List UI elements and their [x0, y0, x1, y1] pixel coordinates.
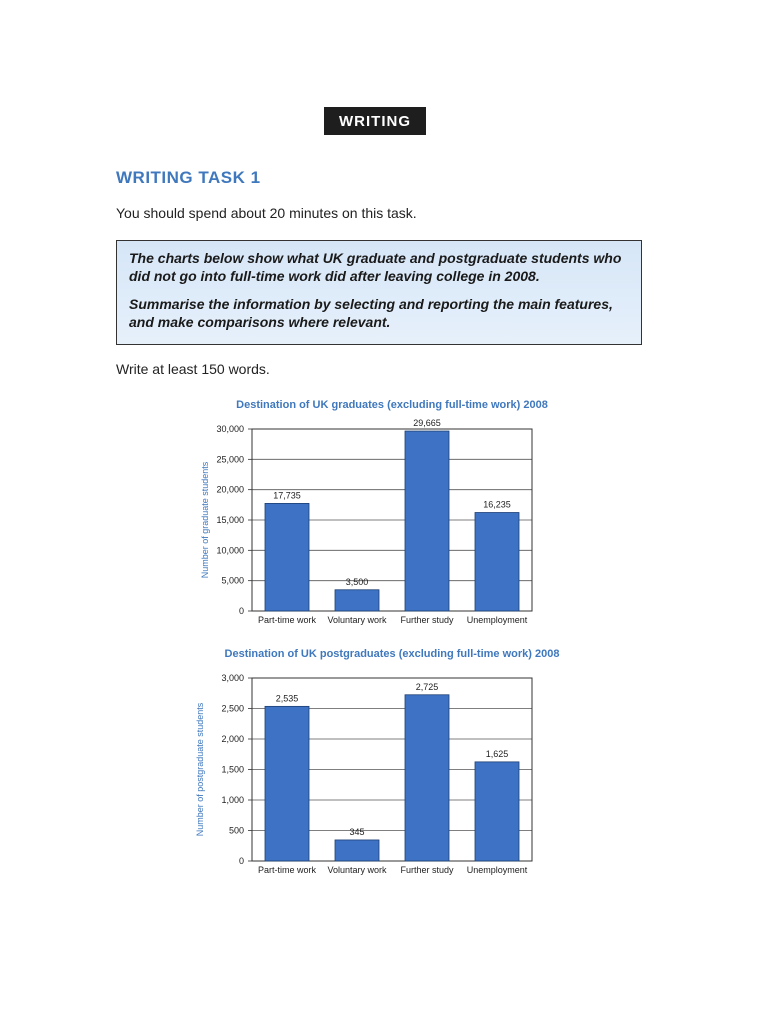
x-tick-label: Part-time work	[257, 865, 317, 875]
y-tick-label: 0	[238, 606, 244, 616]
data-label: 16,235	[483, 499, 511, 510]
word-count-instruction: Write at least 150 words.	[116, 361, 270, 377]
data-label: 345	[349, 826, 365, 837]
bar	[265, 706, 309, 861]
y-tick-label: 2,000	[221, 734, 244, 744]
y-axis-label: Number of postgraduate students	[195, 702, 205, 837]
bar	[405, 431, 449, 611]
x-tick-label: Further study	[400, 865, 454, 875]
y-tick-label: 10,000	[216, 545, 244, 556]
task-heading: WRITING TASK 1	[116, 168, 261, 187]
x-tick-label: Further study	[400, 615, 454, 625]
prompt-instruction: Summarise the information by selecting and reporting the main features, and make comparisons where relevant.	[129, 296, 613, 330]
y-tick-label: 0	[238, 856, 244, 866]
prompt-description: The charts below show what UK graduate and postgraduate students who did not go into full-time work did after leaving college in 2008.	[129, 250, 622, 284]
data-label: 2,535	[275, 693, 299, 704]
bar	[335, 840, 379, 861]
y-tick-label: 15,000	[216, 515, 244, 525]
x-tick-label: Voluntary work	[327, 865, 387, 875]
data-label: 29,665	[413, 418, 441, 429]
data-label: 17,735	[273, 490, 301, 501]
data-label: 1,625	[485, 748, 509, 759]
bar	[405, 695, 449, 861]
y-tick-label: 25,000	[216, 454, 244, 465]
y-axis-label: Number of graduate students	[200, 461, 210, 579]
y-tick-label: 2,500	[221, 703, 244, 714]
y-tick-label: 500	[228, 825, 244, 836]
section-badge: WRITING	[324, 107, 426, 135]
y-tick-label: 3,000	[221, 673, 244, 683]
chart-title: Destination of UK graduates (excluding full-time work) 2008	[236, 399, 548, 411]
x-tick-label: Voluntary work	[327, 615, 387, 625]
y-tick-label: 1,500	[221, 764, 244, 775]
y-tick-label: 20,000	[216, 484, 244, 495]
bar	[335, 590, 379, 611]
y-tick-label: 30,000	[216, 424, 244, 434]
y-tick-label: 1,000	[221, 795, 244, 805]
data-label: 3,500	[345, 576, 369, 587]
x-tick-label: Unemployment	[466, 615, 528, 625]
y-tick-label: 5,000	[221, 575, 244, 586]
bar	[475, 762, 519, 861]
chart-title: Destination of UK postgraduates (excluding full-time work) 2008	[224, 648, 560, 660]
bar	[265, 503, 309, 611]
data-label: 2,725	[415, 681, 439, 692]
bar	[475, 513, 519, 611]
time-instruction: You should spend about 20 minutes on this task.	[116, 205, 417, 221]
x-tick-label: Unemployment	[466, 865, 528, 875]
x-tick-label: Part-time work	[257, 615, 317, 625]
